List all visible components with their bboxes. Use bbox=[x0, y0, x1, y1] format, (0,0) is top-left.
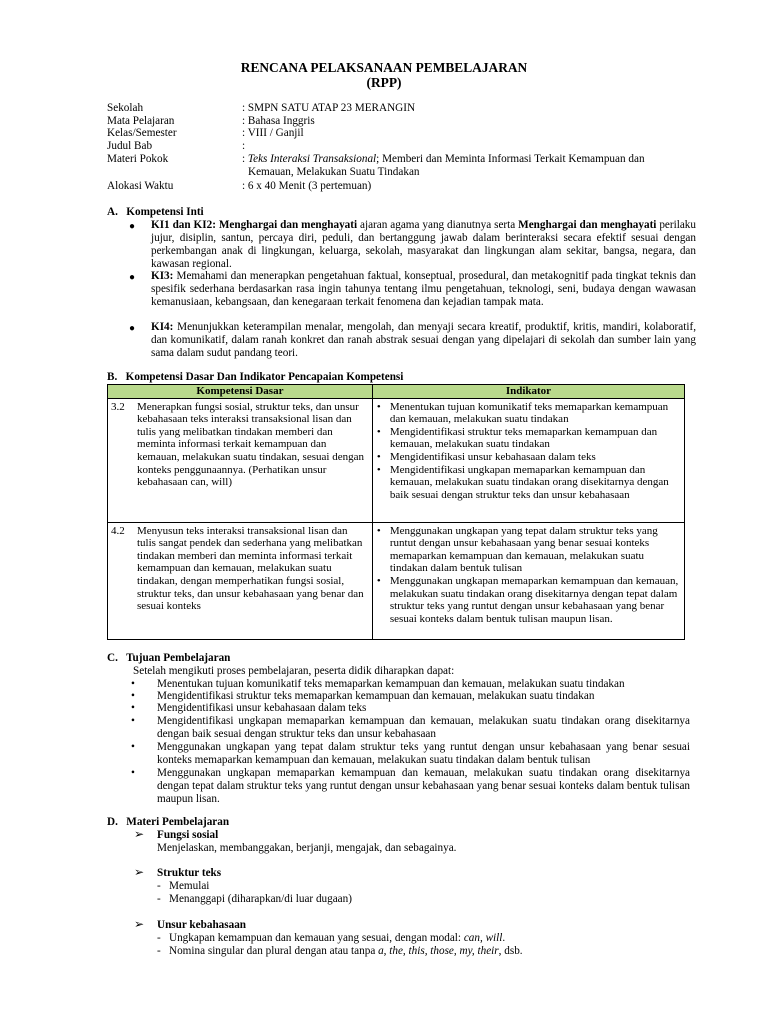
kd-text: Menerapkan fungsi sosial, struktur teks, dan unsur kebahasaan teks interaksi transaksional lisan dan tulis yang melibatkan tindakan memberi dan meminta informasi terkait kemampuan dan kemauan, melakukan suatu tindakan, sesuai dengan konteks penggunaannya. (Perhatikan unsur kebahasaan can, will) bbox=[137, 400, 364, 489]
ki4-bold: KI4: bbox=[151, 321, 174, 333]
section-d-heading: D. Materi Pembelajaran bbox=[107, 816, 230, 828]
tujuan-item: Mengidentifikasi ungkapan memaparkan kemampuan dan kemauan, melakukan suatu tindakan orang disekitarnya dengan baik sesuai dengan struktur teks dan unsur kebahasaan bbox=[157, 715, 690, 740]
materi-line2: Kemauan, Melakukan Suatu Tindakan bbox=[248, 166, 420, 178]
identity-label-alokasi: Alokasi Waktu bbox=[107, 180, 174, 192]
kd-cell bbox=[108, 522, 373, 639]
unsur-1-text: Ungkapan kemampuan dan kemauan yang sesuai, dengan modal: bbox=[169, 932, 464, 944]
ki12-text1: ajaran agama yang dianutnya serta bbox=[357, 219, 519, 231]
kompetensi-table bbox=[107, 384, 685, 640]
bullet: ● bbox=[129, 221, 136, 232]
fungsi-sosial-title: Fungsi sosial bbox=[157, 829, 219, 841]
tujuan-item: Mengidentifikasi struktur teks memaparkan kemampuan dan kemauan, melakukan suatu tindakan bbox=[157, 690, 595, 702]
bullet: • bbox=[131, 715, 135, 727]
bullet: • bbox=[131, 767, 135, 779]
identity-label-sekolah: Sekolah bbox=[107, 102, 144, 114]
ki12-bold2: Menghargai dan menghayati bbox=[518, 219, 657, 231]
identity-value-judul-bab: : bbox=[242, 140, 246, 152]
unsur-2-text: Nomina singular dan plural dengan atau tanpa bbox=[169, 945, 379, 957]
section-b-heading: B. Kompetensi Dasar Dan Indikator Pencapaian Kompetensi bbox=[107, 371, 404, 383]
struktur-teks-title: Struktur teks bbox=[157, 867, 222, 879]
indikator-item: • Menggunakan ungkapan yang tepat dalam struktur teks yang runtut dengan unsur kebahasaan yang benar sesuai konteks memaparkan kemampuan dan kemauan, melakukan suatu tindakan dalam bentuk tulisan bbox=[390, 525, 681, 575]
col-kompetensi-dasar: Kompetensi Dasar bbox=[108, 385, 373, 399]
section-a-heading: A. Kompetensi Inti bbox=[107, 206, 204, 218]
dash: - bbox=[157, 945, 161, 957]
bullet: • bbox=[131, 702, 135, 714]
struktur-item: Menanggapi (diharapkan/di luar dugaan) bbox=[169, 893, 352, 905]
identity-value-mapel: : Bahasa Inggris bbox=[242, 115, 315, 127]
identity-label-judul-bab: Judul Bab bbox=[107, 140, 153, 152]
unsur-2-end: , dsb. bbox=[498, 945, 523, 957]
indikator-item: • Mengidentifikasi struktur teks memaparkan kemampuan dan kemauan, melakukan suatu tindakan bbox=[390, 426, 681, 451]
table-row bbox=[108, 398, 685, 522]
identity-label-mapel: Mata Pelajaran bbox=[107, 115, 175, 127]
section-c-heading: C. Tujuan Pembelajaran bbox=[107, 652, 231, 664]
col-indikator: Indikator bbox=[372, 385, 684, 399]
ki12-paragraph bbox=[151, 219, 696, 271]
struktur-item: Memulai bbox=[169, 880, 210, 892]
arrow-bullet-icon: ➢ bbox=[134, 865, 145, 879]
indikator-item: • Menentukan tujuan komunikatif teks memaparkan kemampuan dan kemauan, melakukan suatu tindakan bbox=[390, 401, 681, 426]
identity-value-materi: : Teks Interaksi Transaksional; Memberi dan Meminta Informasi Terkait Kemampuan dan bbox=[242, 153, 645, 165]
identity-label-kelas: Kelas/Semester bbox=[107, 127, 177, 139]
bullet: • bbox=[131, 678, 135, 690]
materi-line1: ; Memberi dan Meminta Informasi Terkait Kemampuan dan bbox=[376, 153, 645, 165]
tujuan-item: Menggunakan ungkapan yang tepat dalam struktur teks yang runtut dengan unsur kebahasaan yang benar sesuai konteks memaparkan kemampuan dan kemauan, melakukan suatu tindakan dalam bentuk tulisan bbox=[157, 741, 690, 766]
document-subtitle: (RPP) bbox=[366, 75, 402, 90]
tujuan-item: Menentukan tujuan komunikatif teks memaparkan kemampuan dan kemauan, melakukan suatu tindakan bbox=[157, 678, 625, 690]
indikator-cell bbox=[372, 398, 684, 522]
bullet: • bbox=[131, 690, 135, 702]
ki12-text2: perilaku jujur, disiplin, santun, percaya diri, peduli, dan bertanggung jawab dalam berinteraksi secara efektif sesuai dengan perkembangan anak di lingkungan, keluarga, sekolah, masyarakat dan lingkungan alam sekitar, bangsa, negara, dan kawasan regional. bbox=[151, 219, 696, 270]
arrow-bullet-icon: ➢ bbox=[134, 827, 145, 841]
identity-value-sekolah: : SMPN SATU ATAP 23 MERANGIN bbox=[242, 102, 416, 114]
document-title: RENCANA PELAKSANAAN PEMBELAJARAN bbox=[240, 60, 528, 75]
indikator-item: • Mengidentifikasi ungkapan memaparkan kemampuan dan kemauan, melakukan suatu tindakan orang disekitarnya dengan baik sesuai dengan struktur teks dan unsur kebahasaan bbox=[390, 464, 681, 502]
ki3-text: Memahami dan menerapkan pengetahuan faktual, konseptual, prosedural, dan metakognitif pada tingkat teknis dan spesifik sederhana berdasarkan rasa ingin tahunya tentang ilmu pengetahuan, teknologi, seni, budaya dengan wawasan kemanusiaan, kebangsaan, dan kenegaraan terkait fenomena dan kejadian tampak mata. bbox=[151, 270, 696, 308]
unsur-kebahasaan-title: Unsur kebahasaan bbox=[157, 919, 247, 931]
section-c-intro: Setelah mengikuti proses pembelajaran, peserta didik diharapkan dapat: bbox=[133, 665, 455, 677]
bullet: • bbox=[131, 741, 135, 753]
fungsi-sosial-text: Menjelaskan, membanggakan, berjanji, mengajak, dan sebagainya. bbox=[157, 842, 457, 854]
unsur-item-nomina bbox=[169, 945, 523, 958]
arrow-bullet-icon: ➢ bbox=[134, 917, 145, 931]
indikator-item: • Mengidentifikasi unsur kebahasaan dalam teks bbox=[390, 451, 681, 464]
dash: - bbox=[157, 893, 161, 905]
table-row bbox=[108, 522, 685, 639]
identity-value-alokasi: : 6 x 40 Menit (3 pertemuan) bbox=[242, 180, 372, 192]
unsur-item-modal bbox=[169, 932, 505, 945]
materi-italic: Teks Interaksi Transaksional bbox=[247, 153, 377, 165]
identity-label-materi: Materi Pokok bbox=[107, 153, 169, 165]
kd-number: 3.2 bbox=[111, 400, 125, 413]
ki4-paragraph bbox=[151, 321, 696, 360]
indikator-cell bbox=[372, 522, 684, 639]
tujuan-item: Mengidentifikasi unsur kebahasaan dalam teks bbox=[157, 702, 367, 714]
unsur-1-end: . bbox=[502, 932, 506, 944]
bullet: ● bbox=[129, 323, 136, 334]
kd-cell bbox=[108, 398, 373, 522]
tujuan-item: Menggunakan ungkapan memaparkan kemampuan dan kemauan, melakukan suatu tindakan orang disekitarnya dengan tepat dalam struktur teks yang runtut dengan unsur kebahasaan yang benar sesuai konteks dalam bentuk tulisan maupun lisan. bbox=[157, 767, 690, 805]
dash: - bbox=[157, 880, 161, 892]
unsur-1-italic: can, will bbox=[463, 932, 503, 944]
indikator-item: • Menggunakan ungkapan memaparkan kemampuan dan kemauan, melakukan suatu tindakan orang disekitarnya dengan tepat dalam struktur teks yang runtut dengan unsur kebahasaan yang benar sesuai konteks dalam bentuk tulisan maupun lisan. bbox=[390, 575, 681, 625]
identity-value-kelas: : VIII / Ganjil bbox=[242, 127, 304, 139]
ki3-paragraph bbox=[151, 270, 696, 309]
table-header-row bbox=[108, 385, 685, 399]
ki4-text: Menunjukkan keterampilan menalar, mengolah, dan menyaji secara kreatif, produktif, kritis, mandiri, kolaboratif, dan komunikatif, dalam ranah konkret dan ranah abstrak sesuai dengan yang dipelajari di sekolah dan sumber lain yang sama dalam sudut pandang teori. bbox=[151, 321, 696, 359]
ki3-bold: KI3: bbox=[151, 270, 174, 282]
ki12-bold1: KI1 dan KI2: Menghargai dan menghayati bbox=[151, 219, 358, 231]
dash: - bbox=[157, 932, 161, 944]
bullet: ● bbox=[129, 272, 136, 283]
kd-number: 4.2 bbox=[111, 524, 125, 537]
kd-text: Menyusun teks interaksi transaksional lisan dan tulis sangat pendek dan sederhana yang melibatkan tindakan memberi dan meminta informasi terkait kemampuan dan kemauan, melakukan suatu tindakan, dengan memperhatikan fungsi sosial, struktur teks, dan unsur kebahasaan yang benar dan sesuai konteks bbox=[137, 524, 364, 613]
unsur-2-italic: a, the, this, those, my, their bbox=[378, 945, 499, 957]
